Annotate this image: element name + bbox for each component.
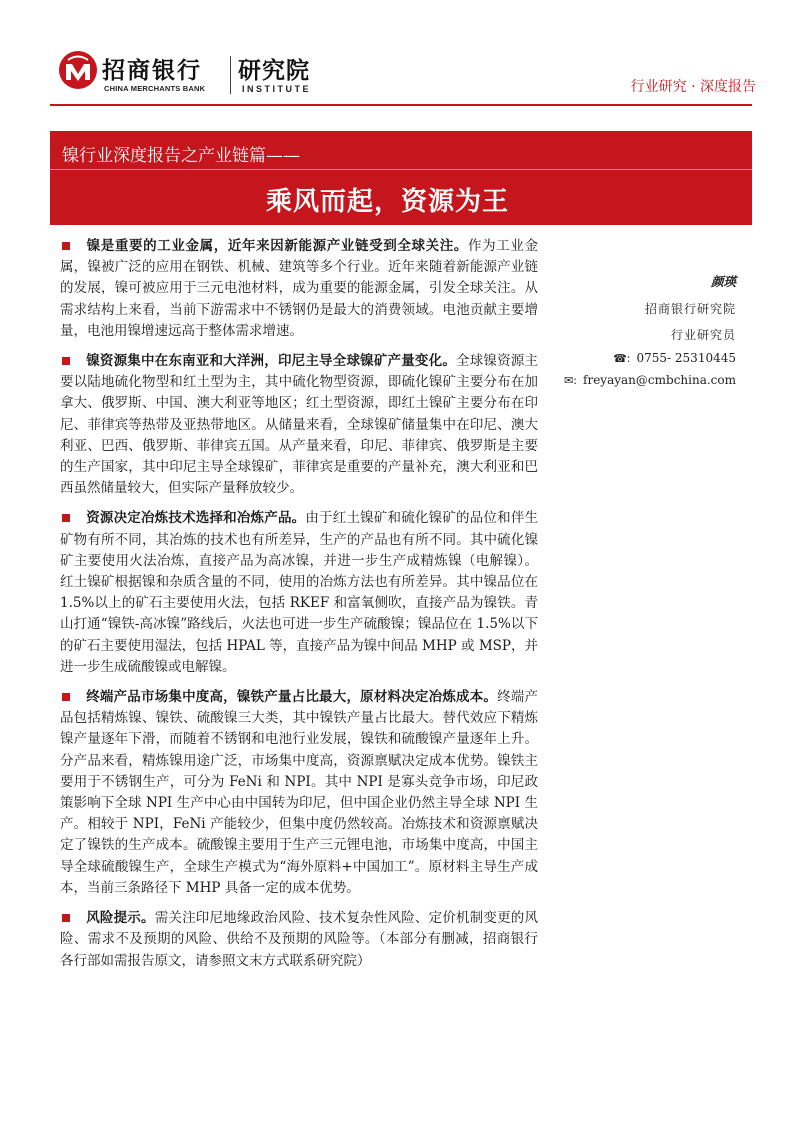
- bullet-square-icon: [62, 914, 70, 922]
- bullet-square-icon: [62, 514, 70, 522]
- paragraph-text: 全球镍资源主要以陆地硫化物型和红土型为主，其中硫化物型资源，即硫化镍矿主要分布在加拿大、俄罗斯、中国、澳大利亚等地区；红土型资源，即红土镍矿主要分布在印尼、菲律宾等热带及亚热带地区。从储量来看，全球镍矿储量集中在印尼、澳大利亚、巴西、俄罗斯、菲律宾五国。从产量来看，印尼、菲律宾、俄罗斯是主要的生产国家，其中印尼主导全球镍矿，菲律宾是重要的产量补充，澳大利亚和巴西虽然储量较大，但实际产量释放较少。: [60, 353, 539, 497]
- bullet-square-icon: [62, 357, 70, 365]
- cmb-logo-icon: [58, 50, 98, 90]
- paragraph-text: 需关注印尼地缘政治风险、技术复杂性风险、定价机制变更的风险、需求不及预期的风险、供给不及预期的风险等。（本部分有删减，招商银行各行部如需报告原文，请参照文末方式联系研究院）: [60, 910, 539, 969]
- envelope-icon: ✉:: [564, 374, 578, 387]
- phone-icon: ☎:: [613, 352, 631, 365]
- paragraph-lead: 资源决定冶炼技术选择和冶炼产品。: [86, 510, 306, 527]
- analyst-org: 招商银行研究院: [644, 302, 736, 316]
- report-type-label: 行业研究 · 深度报告: [630, 79, 756, 95]
- paragraph-text: 终端产品包括精炼镍、镍铁、硫酸镍三大类，其中镍铁产量占比最大。替代效应下精炼镍产量逐年下滑，而随着不锈钢和电池行业发展，镍铁和硫酸镍产量逐年上升。分产品来看，精炼镍用途广泛，市场集中度高，资源禀赋决定成本优势。镍铁主要用于不锈钢生产，可分为 FeNi 和 NPI。其中 NPI 是寡头竞争市场，印尼政策影响下全球 NPI 生产中心由中国转为印尼，但中国企业仍然主导全球 NPI 生产。相较于 NPI，FeNi 产能较少，但集中度仍然较高。冶炼技术和资源禀赋决定了镍铁的生产成本。硫酸镍主要用于生产三元锂电池，市场集中度高，中国主导全球硫酸镍生产，全球生产模式为“海外原料+中国加工”。原材料主导生产成本，当前三条路径下 MHP 具备一定的成本优势。: [60, 689, 539, 896]
- email-address[interactable]: freyayan@cmbchina.com: [583, 373, 736, 387]
- bullet-square-icon: [62, 242, 70, 250]
- paragraph-lead: 终端产品市场集中度高，镍铁产量占比最大，原材料决定冶炼成本。: [86, 689, 498, 706]
- report-title: 乘风而起，资源为王: [266, 187, 510, 217]
- page-header: [40, 44, 760, 102]
- analyst-email[interactable]: [564, 373, 736, 387]
- report-subtitle: 镍行业深度报告之产业链篇——: [62, 146, 300, 166]
- analyst-phone: [613, 351, 736, 365]
- paragraph-lead: 镍资源集中在东南亚和大洋洲，印尼主导全球镍矿产量变化。: [86, 353, 457, 370]
- paragraph-text: 作为工业金属，镍被广泛的应用在钢铁、机械、建筑等多个行业。近年来随着新能源产业链的发展，镍可被应用于三元电池材料，成为重要的能源金属，引发全球关注。从需求结构上来看，当前下游需求中不锈钢仍是最大的消费领域。电池贡献主要增量，电池用镍增速远高于整体需求增速。: [60, 238, 538, 339]
- analyst-name: 颜瑛: [710, 274, 736, 289]
- summary-section: [60, 236, 538, 981]
- summary-paragraph: [60, 508, 538, 678]
- institute-name-en: INSTITUTE: [242, 84, 311, 94]
- bank-name-cn: 招商银行: [102, 58, 202, 84]
- logo-divider: [230, 56, 231, 94]
- summary-paragraph: [60, 236, 538, 342]
- paragraph-text: 由于红土镍矿和硫化镍矿的品位和伴生矿物有所不同，其冶炼的技术也有所差异，生产的产品也有所不同。其中硫化镍矿主要使用火法冶炼，直接产品为高冰镍，并进一步生产成精炼镍（电解镍）。红土镍矿根据镍和杂质含量的不同，使用的冶炼方法也有所差异。其中镍品位在 1.5%以上的矿石主要使用火法，包括 RKEF 和富氧侧吹，直接产品为镍铁。青山打通“镍铁-高冰镍”路线后，火法也可进一步生产硫酸镍；镍品位在 1.5%以下的矿石主要使用湿法，包括 HPAL 等，直接产品为镍中间品 MHP 或 MSP，并进一步生成硫酸镍或电解镍。: [60, 510, 539, 675]
- phone-number: 0755- 25310445: [636, 351, 736, 365]
- bank-name-en: CHINA MERCHANTS BANK: [104, 84, 206, 93]
- summary-paragraph: [60, 351, 538, 499]
- paragraph-lead: 镍是重要的工业金属，近年来因新能源产业链受到全球关注。: [86, 238, 468, 254]
- institute-name-cn: 研究院: [238, 58, 310, 84]
- summary-paragraph: [60, 687, 538, 899]
- analyst-role: 行业研究员: [670, 328, 736, 342]
- title-banner: [50, 131, 752, 225]
- paragraph-lead: 风险提示。: [86, 910, 155, 927]
- summary-paragraph: [60, 908, 538, 972]
- bullet-square-icon: [62, 693, 70, 701]
- banner-divider: [50, 169, 752, 170]
- header-rule: [50, 104, 752, 106]
